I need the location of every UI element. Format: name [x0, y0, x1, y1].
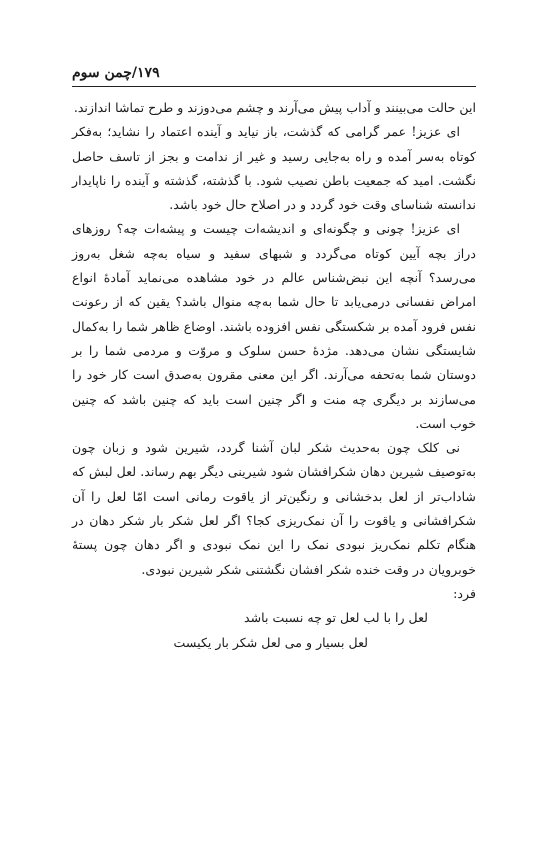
paragraph-1: این حالت می‌بینند و آداب پیش می‌آرند و چشم می‌دوزند و طرح تماشا اندازند.	[73, 100, 476, 115]
header-divider	[72, 86, 476, 87]
paragraph-2: ای عزیز! عمر گرامی که گذشت، باز نیاید و آینده اعتماد را نشاید؛ به‌فکر کوتاه به‌سر آمده و راه به‌جایی رسید و غیر از ندامت و بجز از تاسف حاصل نگشت. امید که جمعیت باطن نصیب شود. با گذشته، گذشته و آینده را ناپایدار ندانسته شناسای وقت خود گردد و در اصلاح حال خود باشد.	[72, 124, 476, 213]
verse-line-1: لعل را با لب لعل تو چه نسبت باشد	[243, 610, 428, 626]
paragraph-3: ای عزیز! چونی و چگونه‌ای و اندیشه‌ات چیست و پیشه‌ات چه؟ روزهای دراز بچه آیین کوتاه می‌گردد و شبهای سفید و سیاه به‌چه شغل به‌روز می‌رسد؟ آنچه این نبض‌شناس عالم در خود مشاهده می‌نماید آمادهٔ انواع امراض نفسانی درمی‌یابد تا حال شما به‌چه منوال باشد؟ یقین که از رعونت نفس فرود آمده بر شکستگی نفس افزوده باشند. اوضاع ظاهر شما را به‌کمال شایستگی نشان می‌دهد. مژدهٔ حسن سلوک و مروّت و مردمی شما را بر دوستان شما به‌تحفه می‌آرند. اگر این معنی مقرون به‌صدق است کار خود را می‌سازند بر دیگری چه منت و اگر چنین است باید که چنین باشد که چنین خوب است.	[72, 221, 476, 431]
paragraph-4: نی کلک چون به‌حدیث شکر لبان آشنا گردد، شیرین شود و زبان چون به‌توصیف شیرین دهان شکرافشان شود شیرینی دیگر بهم رساند. لعل لبش که شاداب‌تر از لعل بدخشانی و رنگین‌تر از یاقوت رمانی است امّا لعل را آن شکرافشانی و یاقوت را آن نمک‌ریزی کجا؟ اگر لعل شکر بار شکر دهان در هنگام تکلم نمک‌ریز نبودی نمک را این نمک نبودی و اگر دهان چون پستهٔ خوبرویان در وقت خنده شکر افشان نگشتنی شکر شیرین نبودی.	[72, 440, 476, 577]
running-header	[72, 60, 476, 86]
verse-label: فرد:	[453, 585, 476, 601]
verse-line-2: لعل بسیار و می لعل شکر بار یکیست	[173, 634, 368, 650]
body-text	[72, 96, 476, 655]
page-number-and-chapter-title: ۱۷۹/چمن سوم	[72, 65, 160, 81]
